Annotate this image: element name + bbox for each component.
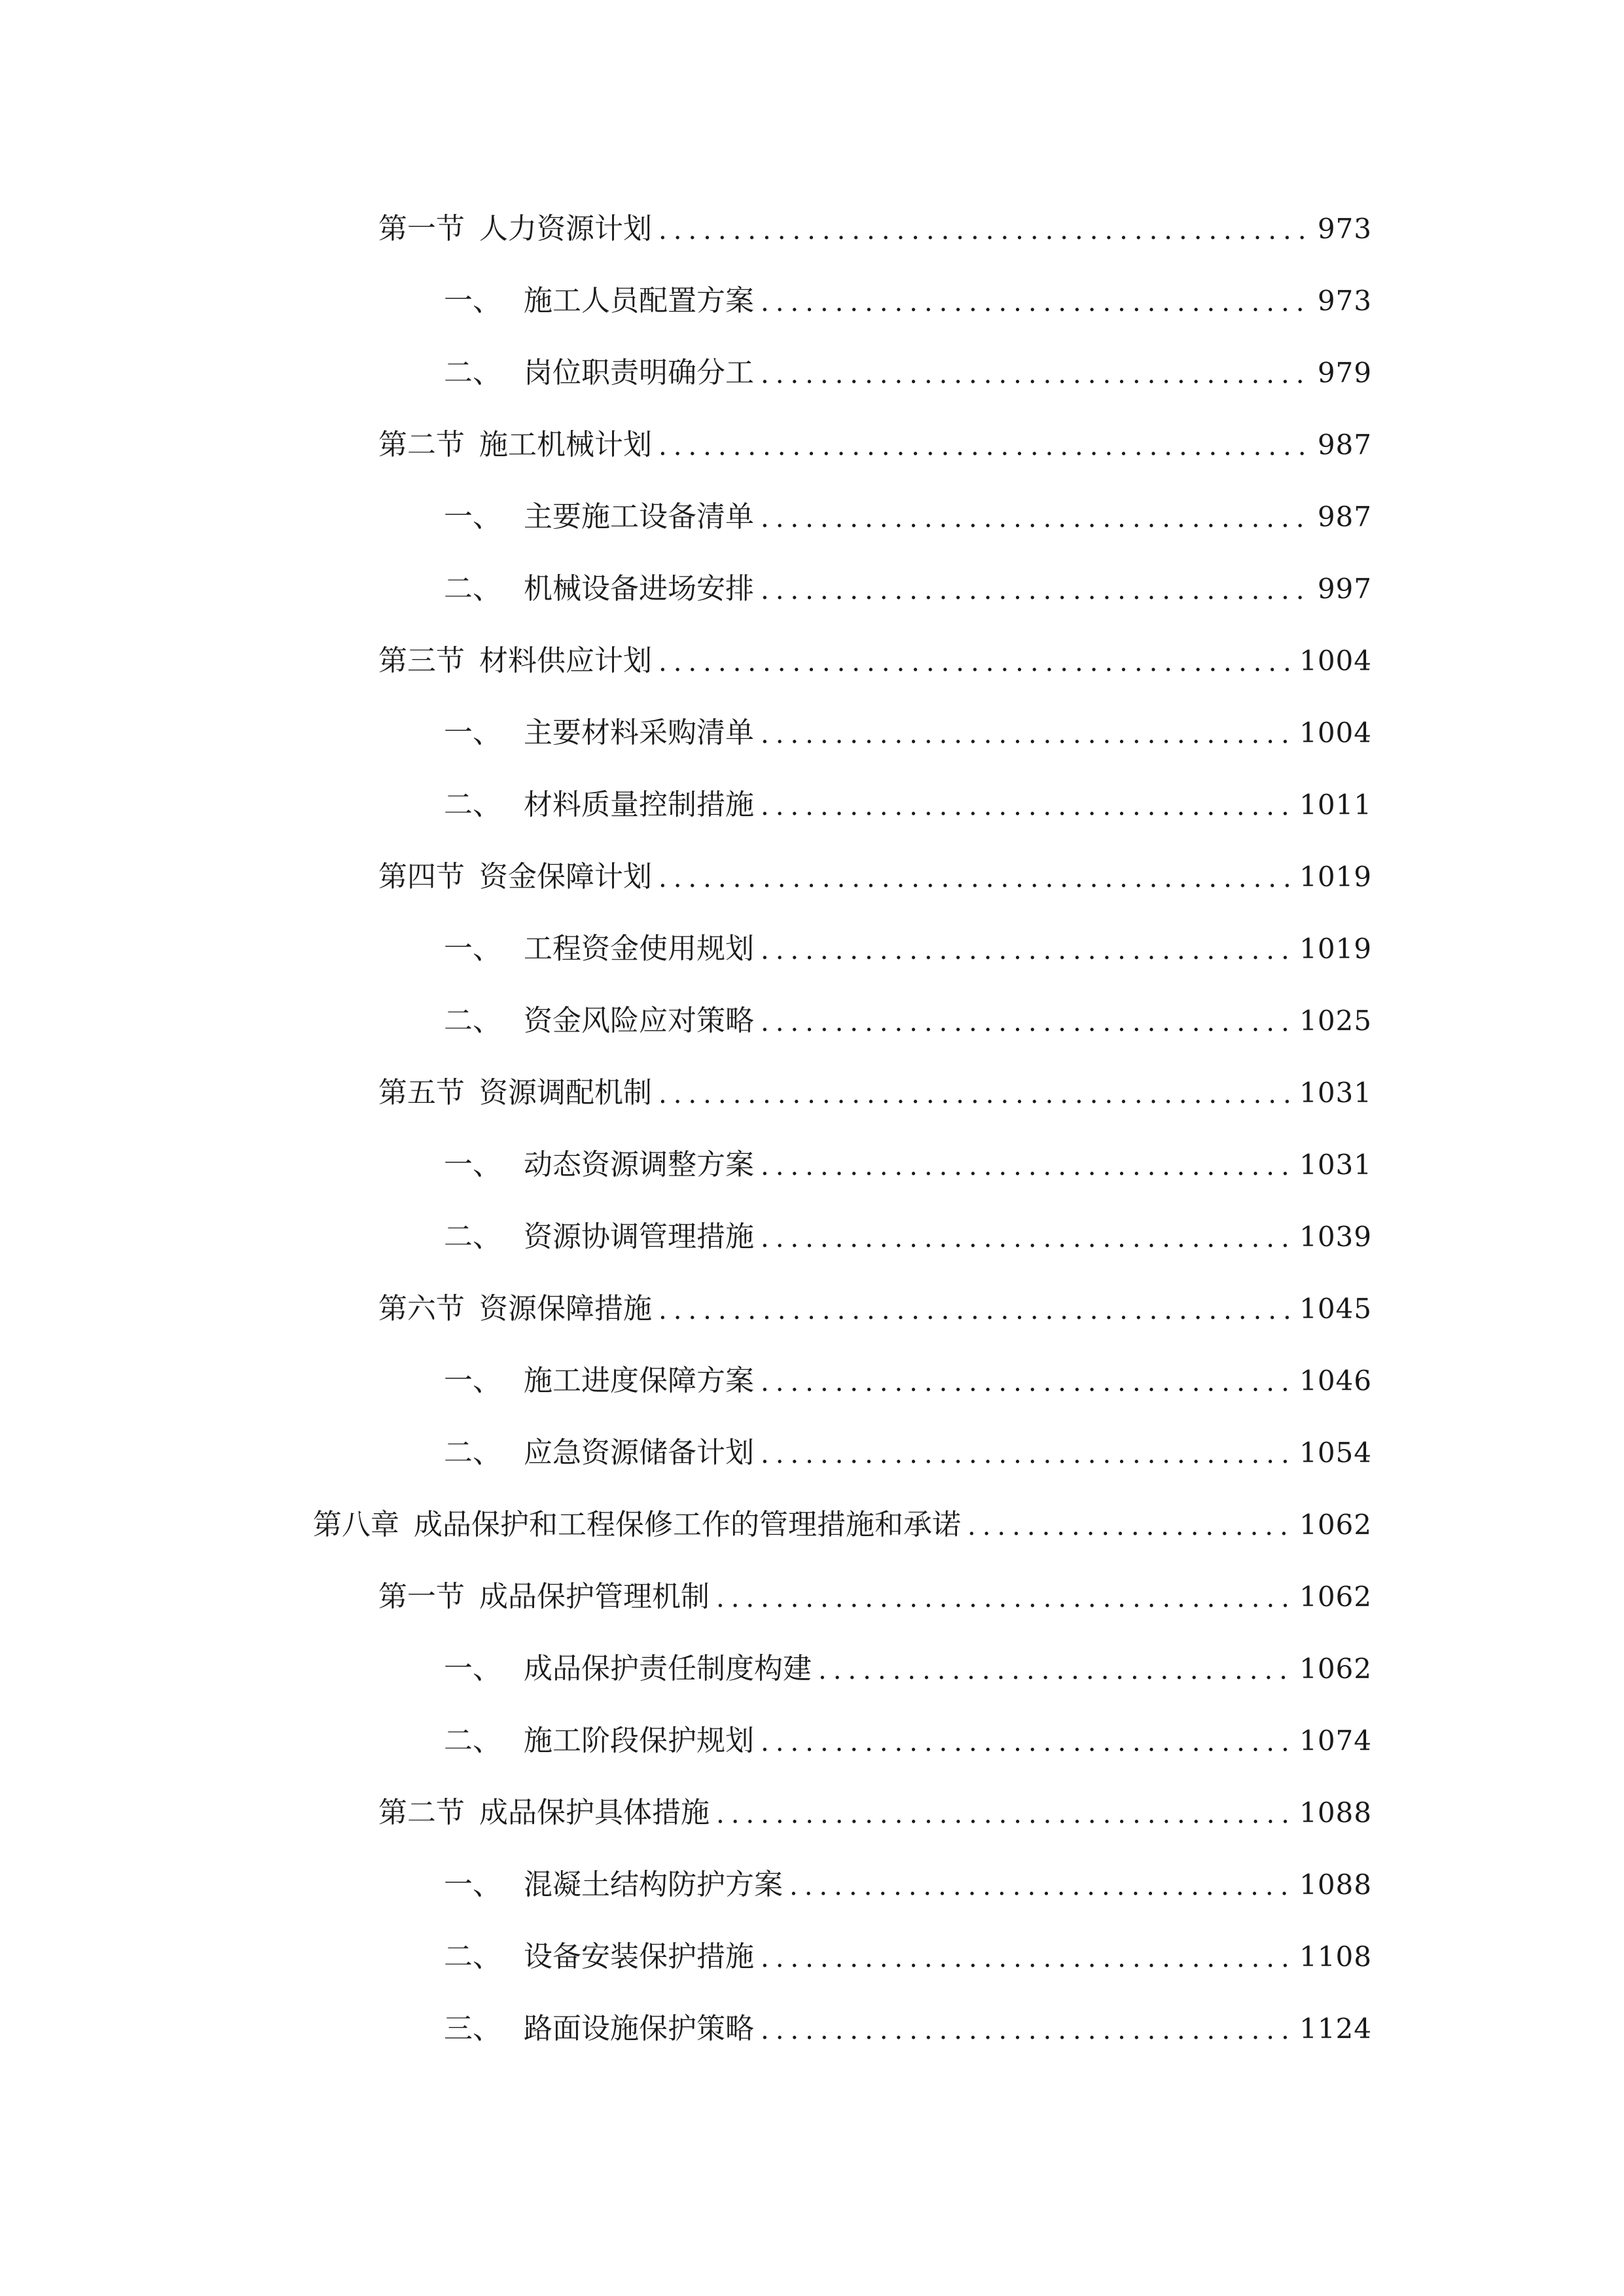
- toc-entry-item[interactable]: [0, 265, 1624, 337]
- toc-entry-item[interactable]: [0, 697, 1624, 769]
- toc-entry-number: 二、: [444, 356, 501, 389]
- toc-dot-leader: [761, 793, 1290, 819]
- toc-dot-leader: [761, 1369, 1290, 1395]
- toc-dot-leader: [761, 1441, 1290, 1467]
- toc-entry-number: 三、: [444, 2012, 501, 2045]
- toc-dot-leader: [761, 2017, 1290, 2043]
- toc-page-number: 1062: [1299, 1653, 1372, 1685]
- toc-entry-section[interactable]: [0, 1057, 1624, 1129]
- toc-entry-title: 混凝土结构防护方案: [524, 1868, 783, 1901]
- toc-page-number: 973: [1317, 285, 1372, 317]
- toc-entry-title: 施工进度保障方案: [524, 1364, 754, 1397]
- toc-page-number: 973: [1317, 213, 1372, 245]
- toc-dot-leader: [659, 217, 1308, 243]
- toc-dot-leader: [761, 721, 1290, 747]
- toc-page-number: 997: [1317, 573, 1372, 605]
- toc-entry-title: 路面设施保护策略: [524, 2012, 754, 2045]
- toc-page-number: 1124: [1299, 2013, 1372, 2045]
- toc-dot-leader: [761, 1153, 1290, 1179]
- toc-entry-section[interactable]: [0, 193, 1624, 265]
- toc-dot-leader: [761, 577, 1308, 603]
- toc-entry-title: 资金保障计划: [479, 860, 652, 893]
- toc-entry-section[interactable]: [0, 841, 1624, 913]
- toc-page-number: 979: [1317, 357, 1372, 389]
- toc-dot-leader: [761, 505, 1308, 531]
- toc-dot-leader: [659, 1297, 1290, 1323]
- toc-entry-number: 一、: [444, 1652, 501, 1685]
- toc-entry-title: 岗位职责明确分工: [524, 356, 754, 389]
- toc-entry-number: 二、: [444, 1436, 501, 1469]
- toc-page-number: 1062: [1299, 1509, 1372, 1541]
- toc-entry-item[interactable]: [0, 985, 1624, 1057]
- toc-entry-item[interactable]: [0, 1417, 1624, 1489]
- toc-entry-number: 第五节: [378, 1076, 465, 1109]
- toc-entry-number: 一、: [444, 1868, 501, 1901]
- toc-entry-number: 第三节: [378, 644, 465, 677]
- toc-page-number: 1011: [1299, 789, 1372, 821]
- toc-entry-title: 主要施工设备清单: [524, 500, 754, 533]
- toc-entry-item[interactable]: [0, 337, 1624, 409]
- toc-entry-title: 成品保护管理机制: [479, 1580, 710, 1613]
- toc-entry-title: 施工人员配置方案: [524, 284, 754, 317]
- toc-entry-item[interactable]: [0, 1705, 1624, 1777]
- toc-entry-number: 二、: [444, 1004, 501, 1037]
- toc-entry-item[interactable]: [0, 1201, 1624, 1273]
- toc-entry-number: 第二节: [378, 428, 465, 461]
- toc-dot-leader: [659, 865, 1290, 891]
- toc-page-number: 1004: [1299, 717, 1372, 749]
- toc-entry-item[interactable]: [0, 1633, 1624, 1705]
- toc-dot-leader: [716, 1801, 1290, 1827]
- toc-entry-number: 二、: [444, 1220, 501, 1253]
- toc-entry-number: 第一节: [378, 1580, 465, 1613]
- toc-dot-leader: [761, 937, 1290, 963]
- toc-page-number: 987: [1317, 429, 1372, 461]
- toc-entry-number: 二、: [444, 1940, 501, 1973]
- toc-entry-item[interactable]: [0, 769, 1624, 841]
- toc-dot-leader: [659, 1081, 1290, 1107]
- toc-entry-number: 二、: [444, 1724, 501, 1757]
- toc-entry-title: 人力资源计划: [479, 212, 652, 245]
- toc-dot-leader: [761, 1225, 1290, 1251]
- toc-entry-title: 成品保护具体措施: [479, 1796, 710, 1829]
- toc-dot-leader: [761, 289, 1308, 315]
- toc-page-number: 1019: [1299, 933, 1372, 965]
- toc-page-number: 987: [1317, 501, 1372, 533]
- toc-dot-leader: [818, 1657, 1290, 1683]
- toc-entry-number: 第一节: [378, 212, 465, 245]
- toc-entry-item[interactable]: [0, 1849, 1624, 1921]
- toc-dot-leader: [761, 1945, 1290, 1971]
- toc-page-number: 1088: [1299, 1869, 1372, 1901]
- toc-entry-number: 一、: [444, 284, 501, 317]
- toc-entry-title: 工程资金使用规划: [524, 932, 754, 965]
- toc-entry-number: 第四节: [378, 860, 465, 893]
- toc-page-number: 1025: [1299, 1005, 1372, 1037]
- toc-entry-title: 主要材料采购清单: [524, 716, 754, 749]
- toc-dot-leader: [716, 1585, 1290, 1611]
- toc-page-number: 1074: [1299, 1725, 1372, 1757]
- toc-page-number: 1108: [1299, 1941, 1372, 1973]
- toc-entry-title: 资源保障措施: [479, 1292, 652, 1325]
- toc-entry-chapter[interactable]: [0, 1489, 1624, 1561]
- toc-page-number: 1062: [1299, 1581, 1372, 1613]
- toc-page-number: 1031: [1299, 1149, 1372, 1181]
- toc-entry-title: 机械设备进场安排: [524, 572, 754, 605]
- toc-page-number: 1054: [1299, 1437, 1372, 1469]
- toc-page-number: 1039: [1299, 1221, 1372, 1253]
- toc-entry-title: 施工机械计划: [479, 428, 652, 461]
- toc-entry-number: 第六节: [378, 1292, 465, 1325]
- toc-page-number: 1004: [1299, 645, 1372, 677]
- toc-entry-number: 一、: [444, 500, 501, 533]
- toc-dot-leader: [967, 1513, 1290, 1539]
- toc-entry-item[interactable]: [0, 481, 1624, 553]
- toc-dot-leader: [659, 433, 1308, 459]
- toc-dot-leader: [761, 361, 1308, 387]
- toc-dot-leader: [761, 1009, 1290, 1035]
- toc-entry-title: 动态资源调整方案: [524, 1148, 754, 1181]
- toc-dot-leader: [789, 1873, 1290, 1899]
- toc-entry-number: 一、: [444, 716, 501, 749]
- toc-entry-title: 成品保护责任制度构建: [524, 1652, 812, 1685]
- table-of-contents: [0, 193, 1624, 2065]
- toc-page-number: 1088: [1299, 1797, 1372, 1829]
- toc-entry-title: 资金风险应对策略: [524, 1004, 754, 1037]
- toc-entry-section[interactable]: [0, 1273, 1624, 1345]
- toc-entry-number: 一、: [444, 1364, 501, 1397]
- toc-entry-item[interactable]: [0, 1921, 1624, 1993]
- toc-entry-title: 资源协调管理措施: [524, 1220, 754, 1253]
- toc-entry-section[interactable]: [0, 625, 1624, 697]
- toc-entry-item[interactable]: [0, 913, 1624, 985]
- toc-entry-item[interactable]: [0, 1993, 1624, 2065]
- toc-entry-title: 材料质量控制措施: [524, 788, 754, 821]
- toc-entry-number: 一、: [444, 932, 501, 965]
- toc-entry-section[interactable]: [0, 1777, 1624, 1849]
- toc-entry-number: 第八章: [313, 1508, 399, 1541]
- toc-entry-title: 施工阶段保护规划: [524, 1724, 754, 1757]
- toc-entry-item[interactable]: [0, 553, 1624, 625]
- toc-entry-number: 第二节: [378, 1796, 465, 1829]
- toc-entry-number: 二、: [444, 788, 501, 821]
- toc-entry-title: 成品保护和工程保修工作的管理措施和承诺: [414, 1508, 961, 1541]
- toc-dot-leader: [659, 649, 1290, 675]
- toc-dot-leader: [761, 1729, 1290, 1755]
- toc-entry-title: 应急资源储备计划: [524, 1436, 754, 1469]
- toc-page-number: 1019: [1299, 861, 1372, 893]
- toc-entry-item[interactable]: [0, 1345, 1624, 1417]
- toc-page-number: 1045: [1299, 1293, 1372, 1325]
- toc-page-number: 1046: [1299, 1365, 1372, 1397]
- toc-page-number: 1031: [1299, 1077, 1372, 1109]
- toc-entry-number: 一、: [444, 1148, 501, 1181]
- toc-entry-section[interactable]: [0, 1561, 1624, 1633]
- toc-entry-title: 设备安装保护措施: [524, 1940, 754, 1973]
- toc-entry-section[interactable]: [0, 409, 1624, 481]
- toc-entry-item[interactable]: [0, 1129, 1624, 1201]
- toc-entry-title: 资源调配机制: [479, 1076, 652, 1109]
- toc-entry-title: 材料供应计划: [479, 644, 652, 677]
- toc-entry-number: 二、: [444, 572, 501, 605]
